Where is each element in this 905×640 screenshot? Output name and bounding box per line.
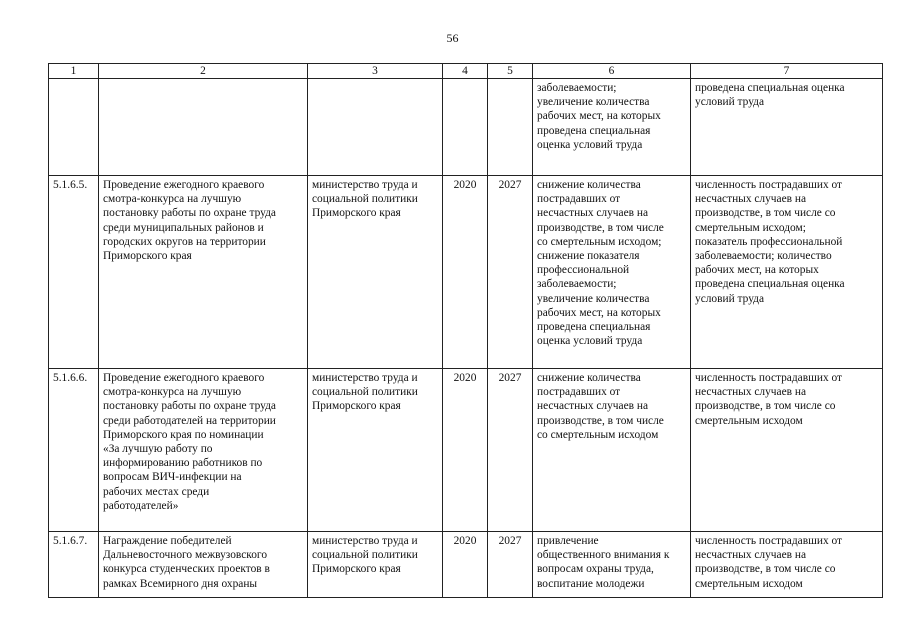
action-cell: Проведение ежегодного краевого смотра-конкурса на лучшую постановку работы по охране труда среди муниципальных районов и городских округов на территории Приморского края bbox=[99, 176, 308, 369]
indicator-cell: проведена специальная оценка условий труда bbox=[691, 79, 883, 176]
header-col-3: 3 bbox=[308, 64, 443, 79]
indicator-cell: численность пострадавших от несчастных случаев на производстве, в том числе со смертельным исходом; показатель профессиональной заболеваемости; количество рабочих мест, на которых проведена специальная оценка условий труда bbox=[691, 176, 883, 369]
indicator-cell: численность пострадавших от несчастных случаев на производстве, в том числе со смертельным исходом bbox=[691, 369, 883, 532]
program-table bbox=[48, 63, 883, 598]
result-cell: снижение количества пострадавших от несчастных случаев на производстве, в том числе со смертельным исходом bbox=[533, 369, 691, 532]
executor-cell bbox=[308, 79, 443, 176]
start-year bbox=[443, 79, 488, 176]
executor-cell: министерство труда и социальной политики Приморского края bbox=[308, 369, 443, 532]
start-year: 2020 bbox=[443, 369, 488, 532]
header-col-5: 5 bbox=[488, 64, 533, 79]
start-year: 2020 bbox=[443, 532, 488, 598]
table-row bbox=[49, 532, 883, 598]
end-year: 2027 bbox=[488, 532, 533, 598]
start-year: 2020 bbox=[443, 176, 488, 369]
row-number: 5.1.6.7. bbox=[49, 532, 99, 598]
row-number: 5.1.6.5. bbox=[49, 176, 99, 369]
executor-cell: министерство труда и социальной политики Приморского края bbox=[308, 176, 443, 369]
result-cell: снижение количества пострадавших от несчастных случаев на производстве, в том числе со смертельным исходом; снижение показателя профессиональной заболеваемости; увеличение количества рабочих мест, на которых проведена специальная оценка условий труда bbox=[533, 176, 691, 369]
result-cell: привлечение общественного внимания к вопросам охраны труда, воспитание молодежи bbox=[533, 532, 691, 598]
result-cell: заболеваемости; увеличение количества рабочих мест, на которых проведена специальная оценка условий труда bbox=[533, 79, 691, 176]
action-cell: Награждение победителей Дальневосточного межвузовского конкурса студенческих проектов в рамках Всемирного дня охраны bbox=[99, 532, 308, 598]
end-year: 2027 bbox=[488, 176, 533, 369]
action-cell bbox=[99, 79, 308, 176]
table-row bbox=[49, 369, 883, 532]
executor-cell: министерство труда и социальной политики Приморского края bbox=[308, 532, 443, 598]
indicator-cell: численность пострадавших от несчастных случаев на производстве, в том числе со смертельным исходом bbox=[691, 532, 883, 598]
header-row bbox=[49, 64, 883, 79]
table-row bbox=[49, 79, 883, 176]
page-number: 56 bbox=[446, 31, 459, 45]
header-col-4: 4 bbox=[443, 64, 488, 79]
end-year: 2027 bbox=[488, 369, 533, 532]
header-col-6: 6 bbox=[533, 64, 691, 79]
row-number bbox=[49, 79, 99, 176]
header-col-2: 2 bbox=[99, 64, 308, 79]
end-year bbox=[488, 79, 533, 176]
row-number: 5.1.6.6. bbox=[49, 369, 99, 532]
header-col-1: 1 bbox=[49, 64, 99, 79]
table-row bbox=[49, 176, 883, 369]
action-cell: Проведение ежегодного краевого смотра-конкурса на лучшую постановку работы по охране труда среди работодателей на территории Приморского края по номинации «За лучшую работу по информированию работников по вопросам ВИЧ-инфекции на рабочих местах среди работодателей» bbox=[99, 369, 308, 532]
header-col-7: 7 bbox=[691, 64, 883, 79]
